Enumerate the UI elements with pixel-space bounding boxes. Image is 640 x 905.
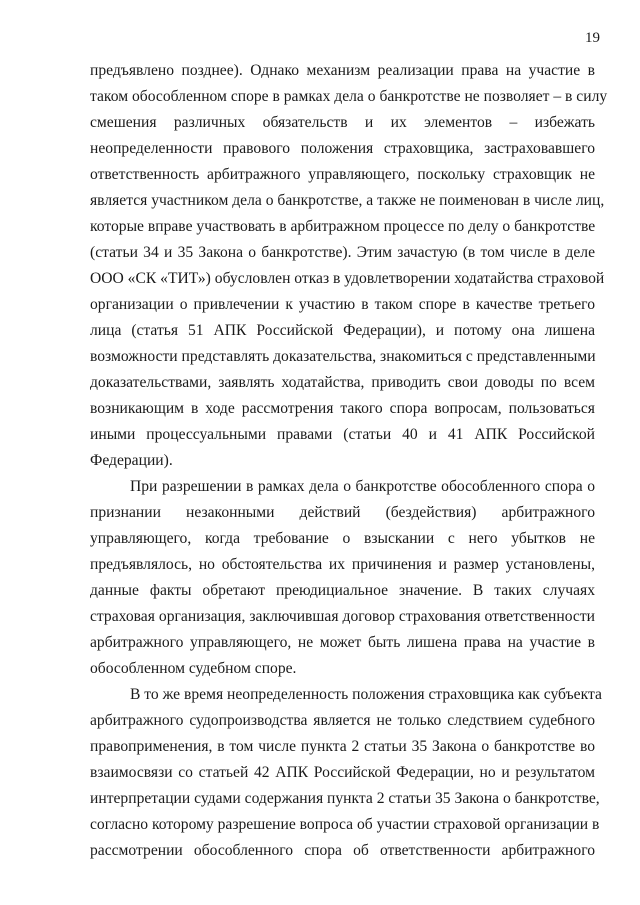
text-line: интерпретации судами содержания пункта 2 статьи 35 Закона о банкротстве, xyxy=(90,790,600,807)
text-line: ответственность арбитражного управляющего, поскольку страховщик не xyxy=(90,166,595,183)
text-line: иными процессуальными правами (статьи 40 и 41 АПК Российской xyxy=(90,426,595,443)
text-line: является участником дела о банкротстве, а также не поименован в числе лиц, xyxy=(90,192,605,209)
text-line: взаимосвязи со статьей 42 АПК Российской Федерации, но и результатом xyxy=(90,764,595,781)
text-line: (статьи 34 и 35 Закона о банкротстве). Этим зачастую (в том числе в деле xyxy=(90,244,595,261)
text-line: неопределенности правового положения страховщика, застраховавшего xyxy=(90,140,595,157)
text-line: возникающим в ходе рассмотрения такого спора вопросам, пользоваться xyxy=(90,400,595,417)
text-line: рассмотрении обособленного спора об ответственности арбитражного xyxy=(90,842,595,859)
text-line: признании незаконными действий (бездействия) арбитражного xyxy=(90,504,595,521)
text-line: предъявлялось, но обстоятельства их причинения и размер установлены, xyxy=(90,556,595,573)
text-line: В то же время неопределенность положения страховщика как субъекта xyxy=(130,686,602,703)
text-line: согласно которому разрешение вопроса об участии страховой организации в xyxy=(90,816,600,833)
text-line: данные факты обретают преюдициальное значение. В таких случаях xyxy=(90,582,595,599)
text-line: арбитражного судопроизводства является не только следствием судебного xyxy=(90,712,595,729)
text-line: страховая организация, заключившая договор страхования ответственности xyxy=(90,608,595,625)
text-line: организации о привлечении к участию в таком споре в качестве третьего xyxy=(90,296,595,313)
text-line: правоприменения, в том числе пункта 2 статьи 35 Закона о банкротстве во xyxy=(90,738,595,755)
text-line: При разрешении в рамках дела о банкротстве обособленного спора о xyxy=(130,478,595,495)
text-line: Федерации). xyxy=(90,452,173,469)
text-line: арбитражного управляющего, не может быть лишена права на участие в xyxy=(90,634,595,651)
text-line: смешения различных обязательств и их элементов – избежать xyxy=(90,114,595,131)
text-line: обособленном судебном споре. xyxy=(90,660,297,677)
text-line: возможности представлять доказательства, знакомиться с представленными xyxy=(90,348,596,365)
page-number: 19 xyxy=(585,30,600,46)
text-line: лица (статья 51 АПК Российской Федерации), и потому она лишена xyxy=(90,322,595,339)
text-line: предъявлено позднее). Однако механизм реализации права на участие в xyxy=(90,62,595,79)
text-line: доказательствами, заявлять ходатайства, приводить свои доводы по всем xyxy=(90,374,595,391)
text-line: которые вправе участвовать в арбитражном процессе по делу о банкротстве xyxy=(90,218,596,235)
document-body xyxy=(90,58,608,864)
text-line: управляющего, когда требование о взыскании с него убытков не xyxy=(90,530,595,547)
text-line: таком обособленном споре в рамках дела о банкротстве не позволяет – в силу xyxy=(90,88,608,105)
text-line: ООО «СК «ТИТ») обусловлен отказ в удовлетворении ходатайства страховой xyxy=(90,270,605,287)
